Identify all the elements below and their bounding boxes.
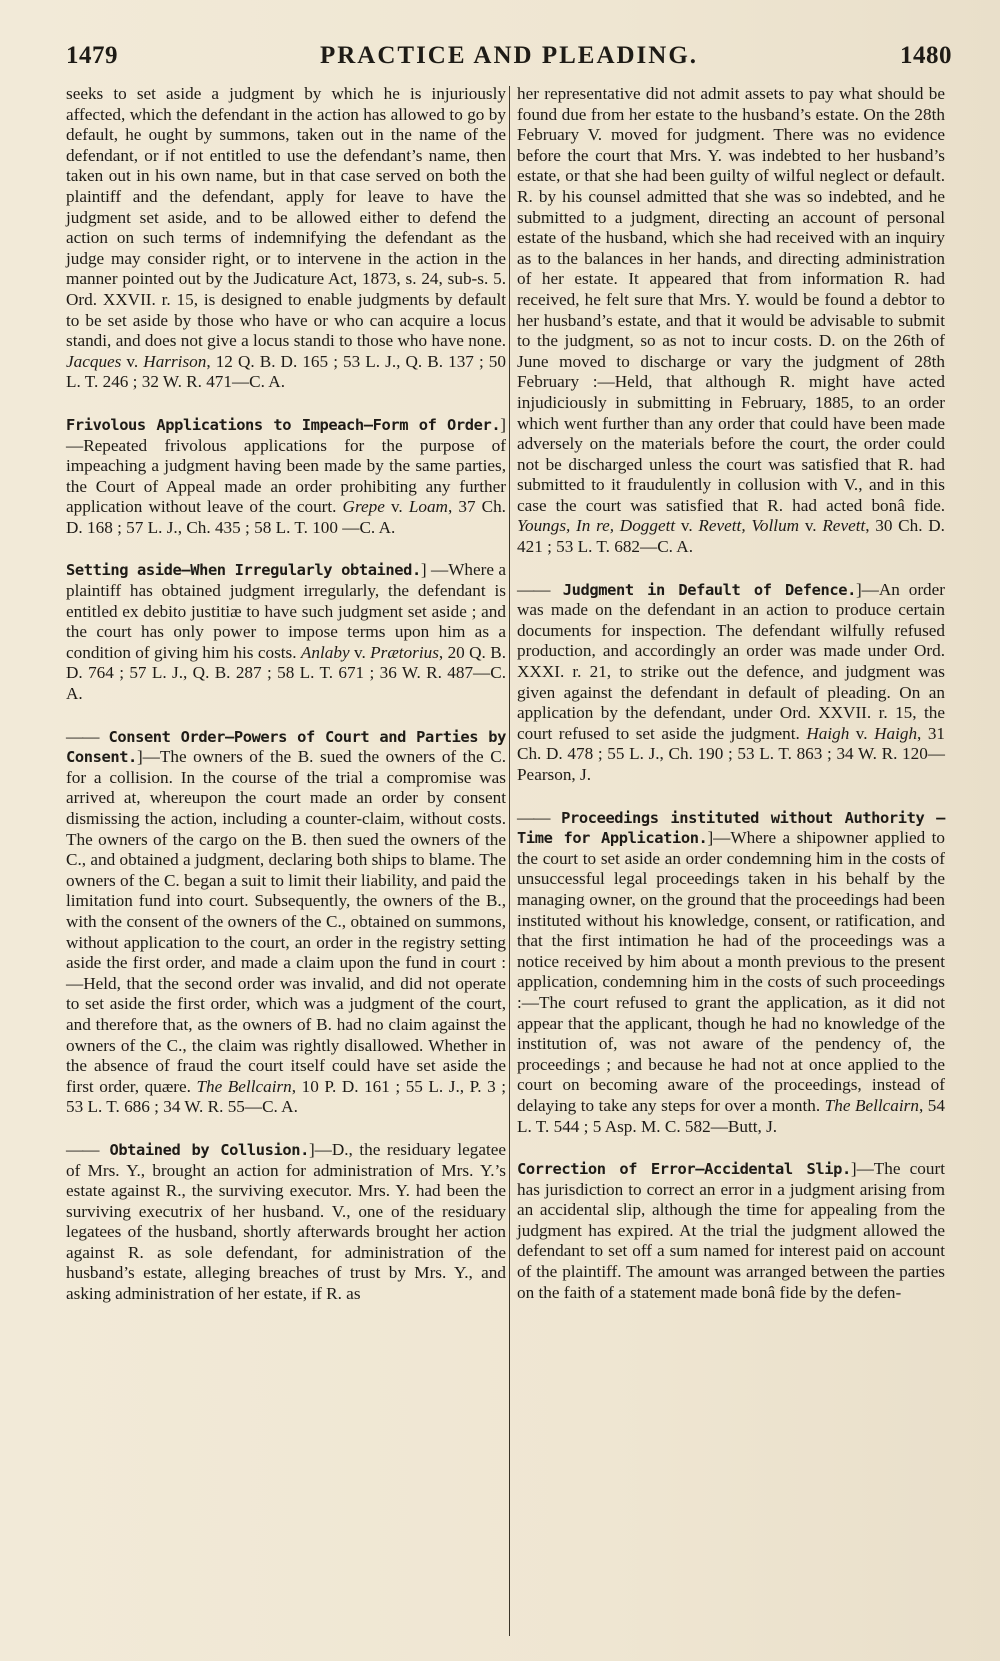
paragraph-continuation: seeks to set aside a judgment by which he is injuriously affected, which the defendant in the action has allowed to go by default, he ought by summons, taken out in the name of the defendant, or if not entitled to use the defendant’s name, then taken out in his own name, but in that case served on both the plaintiff and the defendant, apply for leave to have the judgment set aside, and to be allowed either to defend the action on such terms of indemnifying the defendant as the judge may consider right, or to intervene in the action in the manner pointed out by the Judicature Act, 1873, s. 24, sub-s. 5. Ord. XXVII. r. 15, is designed to enable judgments by default to be set aside by those who have or who can acquire a locus standi, and does not give a locus standi to those who have none. Jacques v. Harrison, 12 Q. B. D. 165 ; 53 L. J., Q. B. 137 ; 50 L. T. 246 ; 32 W. R. 471—C. A. <box>66 84 506 392</box>
case-name: Haigh <box>874 723 918 743</box>
citation: , 54 L. T. 544 ; 5 Asp. M. C. 582—Butt, J. <box>517 1095 945 1136</box>
entry-heading: Frivolous Applications to Impeach—Form of Order. <box>66 415 501 434</box>
case-name: Revett <box>822 516 866 536</box>
entry-consent-order: —— Consent Order—Powers of Court and Parties by Consent.]—The owners of the B. sued the owners of the C. for a collision. In the course of the trial a compromise was arrived at, whereupon the court made an order by consent dismissing the action, including a counter-claim, without costs. The owners of the cargo on the B. then sued the owners of the C., and obtained a judgment, declaring both ships to blame. The owners of the C. began a suit to limit their liability, and paid the limitation fund into court. Subsequently, the owners of the B., with the consent of the owners of the C., obtained on summons, without application to the court, an order in the registry setting aside the first order, and made a claim upon the fund in court :—Held, that the second order was invalid, and did not operate to set aside the first order, which was a judgment of the court, and therefore that, as the owners of B. had no claim against the owners of the C., the claim was rightly disallowed. Whether in the absence of fraud the court itself could have set aside the first order, quære. The Bellcairn, 10 P. D. 161 ; 55 L. J., P. 3 ; 53 L. T. 686 ; 34 W. R. 55—C. A. <box>66 726 506 1117</box>
case-name: Prætorius <box>370 642 439 662</box>
entry-heading: Proceedings instituted without Authority —Time for Application. <box>517 808 945 848</box>
case-name: The Bellcairn <box>196 1076 292 1096</box>
case-name: Grepe <box>342 497 385 517</box>
right-column <box>517 84 945 1303</box>
citation: , 31 Ch. D. 478 ; 55 L. J., Ch. 190 ; 53 L. T. 863 ; 34 W. R. 120—Pearson, J. <box>517 723 946 784</box>
page-number-right: 1480 <box>900 42 952 69</box>
em-dash-rule: —— <box>517 579 550 599</box>
case-name: Haigh <box>806 723 850 743</box>
citation: , 10 P. D. 161 ; 55 L. J., P. 3 ; 53 L. T. 686 ; 34 W. R. 55—C. A. <box>66 1076 506 1117</box>
entry-default-of-defence: —— Judgment in Default of Defence.]—An order was made on the defendant in an action to produce certain documents for inspection. The defendant wilfully refused production, and accordingly an order was made under Ord. XXXI. r. 21, to strike out the defence, and judgment was given against the defendant in default of pleading. On an application by the defendant, under Ord. XXVII. r. 15, the court refused to set aside the judgment. Haigh v. Haigh, 31 Ch. D. 478 ; 55 L. J., Ch. 190 ; 53 L. T. 863 ; 34 W. R. 120—Pearson, J. <box>517 579 946 784</box>
entry-heading: Consent Order—Powers of Court and Parties by Consent. <box>66 727 506 767</box>
left-column <box>66 84 506 1305</box>
em-dash-rule: —— <box>66 726 99 746</box>
case-name: Youngs, In re, Doggett <box>517 516 676 536</box>
citation: , 20 Q. B. D. 764 ; 57 L. J., Q. B. 287 ; 58 L. T. 671 ; 36 W. R. 487—C. A. <box>66 642 506 704</box>
case-name: Harrison <box>143 351 207 371</box>
citation: , 12 Q. B. D. 165 ; 53 L. J., Q. B. 137 ; 50 L. T. 246 ; 32 W. R. 471—C. A. <box>66 351 506 392</box>
case-name: Loam <box>408 497 448 517</box>
case-name: Anlaby <box>300 642 350 662</box>
entry-correction-of-error: Correction of Error—Accidental Slip.]—The court has jurisdiction to correct an error in a judgment arising from an accidental slip, although the time for appealing from the judgment has expired. At the trial the judgment allowed the defendant to set off a sum named for interest paid on account of the plaintiff. The amount was arranged between the parties on the faith of a statement made bonâ fide by the defen- <box>517 1159 945 1302</box>
paragraph-continuation: her representative did not admit assets to pay what should be found due from her estate to the husband’s estate. On the 28th February V. moved for judgment. There was no evidence before the court that Mrs. Y. was indebted to her husband’s estate, or that she had been guilty of wilful neglect or default. R. by his counsel admitted that she was so indebted, and he submitted to a judgment, directing an account of personal estate of the husband, which she had received with an inquiry as to the balances in her hands, and directing administration of her estate. It appeared that from information R. had received, he felt sure that Mrs. Y. would be found a debtor to her husband’s estate, and that it would be advisable to submit to the judgment, so as not to incur costs. D. on the 26th of June moved to discharge or vary the judgment of 28th February :—Held, that although R. might have acted injudiciously in submitting in February, 1885, to an order which went further than any order that could have been made adversely on the materials before the court, the order could not be discharged unless the court was satisfied that R. had submitted to it fraudulently in collusion with V., and in this case the court was satisfied that R. had acted bonâ fide. Youngs, In re, Doggett v. Revett, Vollum v. Revett, 30 Ch. D. 421 ; 53 L. T. 682—C. A. <box>517 84 945 557</box>
case-name: Jacques <box>66 351 122 371</box>
citation: , 37 Ch. D. 168 ; 57 L. J., Ch. 435 ; 58 L. T. 100 —C. A. <box>66 497 506 537</box>
entry-frivolous-applications: Frivolous Applications to Impeach—Form of Order.]—Repeated frivolous applications for the purpose of impeaching a judgment having been made by the same parties, the Court of Appeal made an order prohibiting any further application without leave of the court. Grepe v. Loam, 37 Ch. D. 168 ; 57 L. J., Ch. 435 ; 58 L. T. 100 —C. A. <box>66 414 506 537</box>
case-name: The Bellcairn <box>824 1095 919 1115</box>
entry-setting-aside: Setting aside—When Irregularly obtained.] —Where a plaintiff has obtained judgment irregularly, the defendant is entitled ex debito justitiæ to have such judgment set aside ; and the court has only power to impose terms upon him as a condition of giving him his costs. Anlaby v. Prætorius, 20 Q. B. D. 764 ; 57 L. J., Q. B. 287 ; 58 L. T. 671 ; 36 W. R. 487—C. A. <box>66 560 507 704</box>
entry-heading: Correction of Error—Accidental Slip. <box>517 1160 851 1179</box>
running-header <box>66 42 952 82</box>
entry-heading: Setting aside—When Irregularly obtained. <box>66 561 421 580</box>
em-dash-rule: —— <box>66 1139 99 1159</box>
entry-proceedings-without-authority: —— Proceedings instituted without Authority —Time for Application.]—Where a shipowner applied to the court to set aside an order condemning him in the costs of unsuccessful legal proceedings taken in his behalf by the managing owner, on the ground that the proceedings had been instituted without his knowledge, consent, or ratification, and that the first intimation he had of the proceedings was a notice received by him about a month previous to the present application, condemning him in the costs of such proceedings :—The court refused to grant the application, as it did not appear that the applicant, though he had no knowledge of the institution of, was not aware of the pendency of, the proceedings ; and because he had not at once applied to the court on becoming aware of the proceedings, instead of delaying to take any steps for over a month. The Bellcairn, 54 L. T. 544 ; 5 Asp. M. C. 582—Butt, J. <box>517 807 946 1136</box>
citation: , 30 Ch. D. 421 ; 53 L. T. 682—C. A. <box>517 516 945 557</box>
running-title: PRACTICE AND PLEADING. <box>319 42 699 69</box>
entry-heading: Judgment in Default of Defence. <box>549 580 856 599</box>
column-divider <box>509 86 510 1636</box>
entry-heading: Obtained by Collusion. <box>98 1140 309 1159</box>
case-name: Revett, Vollum <box>698 516 800 536</box>
page-number-left: 1479 <box>66 42 118 69</box>
entry-obtained-by-collusion: —— Obtained by Collusion.]—D., the residuary legatee of Mrs. Y., brought an action for administration of Mrs. Y.’s estate against R., the surviving executor. Mrs. Y. had been the surviving executrix of her husband. V., one of the residuary legatees of the husband, shortly afterwards brought her action against R. as sole defendant, for administration of the husband’s estate, alleging breaches of trust by Mrs. Y., and asking administration of her estate, if R. as <box>66 1139 506 1304</box>
em-dash-rule: —— <box>517 807 550 827</box>
